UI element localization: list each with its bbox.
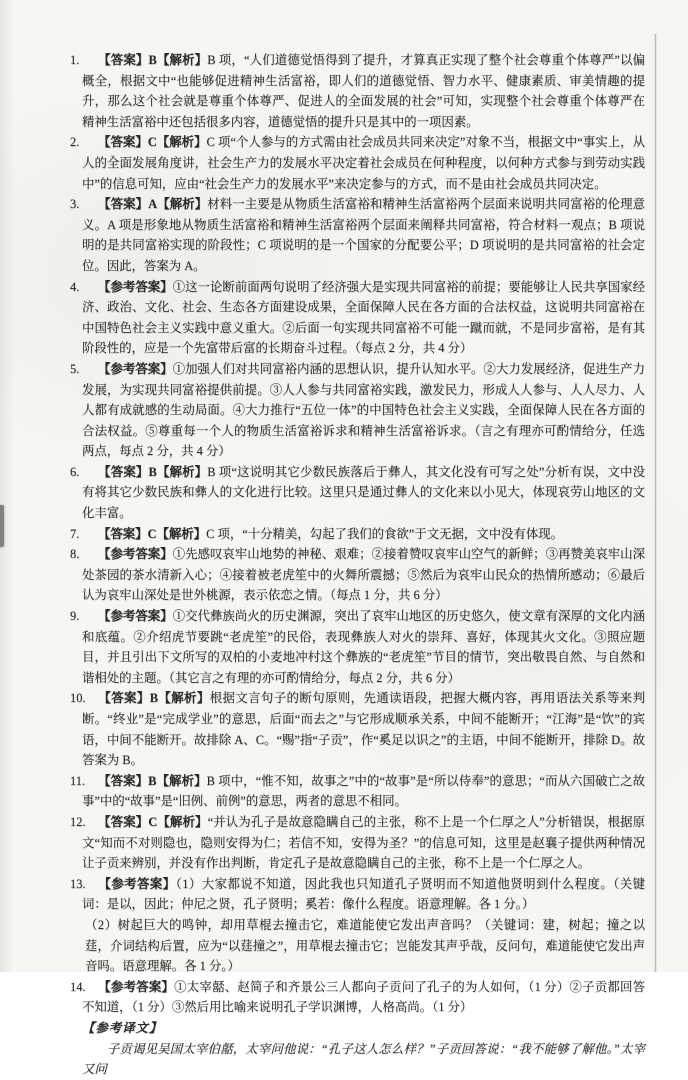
answer-text: B 项，“人们道德觉悟得到了提升，才算真正实现了整个社会尊重个体尊严”以偏概全，根据文中“也能够促进精神生活富裕，即人们的道德觉悟、智力水平、健康素质、审美情趣的提升，那么这个社会就是尊重个体尊严、促进人的全面发展的社会”可知，实现整个社会尊重个体尊严在精神生活富裕中还包括很多内容，道德觉悟的提升只是其中的一项因素。 bbox=[82, 53, 645, 129]
scan-speck bbox=[560, 825, 564, 828]
answer-item bbox=[70, 606, 646, 688]
answer-marker: 【答案】B【解析】 bbox=[98, 53, 208, 67]
answer-item bbox=[70, 194, 646, 276]
answer-marker: 【答案】B【解析】 bbox=[98, 464, 208, 479]
answer-item bbox=[70, 977, 646, 1018]
answer-text: ①交代彝族尚火的历史渊源，突出了哀牢山地区的历史悠久，使文章有深厚的文化内涵和底蕴。②介绍虎节要跳“老虎笙”的民俗，表现彝族人对火的崇拜、喜好，体现其火文化。③照应题目，并且引出下文所写的双柏的小麦地冲村这个彝族的“老虎笙”节目的情节，突出敬畏自然、与自然和谐相处的主题。（其它言之有理的亦可酌情给分，每点 2 分，共 6 分） bbox=[82, 609, 646, 685]
answer-item bbox=[70, 50, 645, 132]
item-number: 9. bbox=[70, 609, 80, 624]
item-number: 12. bbox=[70, 814, 86, 829]
answer-marker: 【参考答案】 bbox=[98, 547, 173, 562]
answer-text: ①太宰嚭、赵简子和齐景公三人都向子贡问了孔子的为人如何，（1 分）②子贡都回答不知道，（1 分）③然后用比喻来说明孔子学识渊博，人格高尚。（1 分） bbox=[82, 979, 646, 1015]
answer-marker: 【答案】C【解析】 bbox=[98, 526, 207, 541]
answer-item bbox=[70, 544, 646, 606]
translation-heading: 【参考译文】 bbox=[82, 1020, 163, 1035]
scan-edge-line bbox=[655, 34, 656, 972]
answer-text: “并认为孔子是故意隐瞒自己的主张，称不上是一个仁厚之人”分析错误，根据原文“知而不对则隐也，隐则安得为仁；若信不知，安得为圣？”的信息可知，这里是赵襄子提供两种情况让子贡来辨别，并没有作出判断，肯定孔子是故意隐瞒自己的主张，称不上是一个仁厚之人。 bbox=[82, 814, 646, 871]
answer-item bbox=[70, 874, 646, 915]
answer-item bbox=[70, 277, 646, 359]
answer-text: ①先感叹哀牢山地势的神秘、艰难；②接着赞叹哀牢山空气的新鲜；③再赞美哀牢山深处茶园的茶水清新入心；④接着被老虎笙中的火舞所震撼；⑤然后为哀牢山民众的热情所感动；⑥最后认为哀牢山深处是世外桃源，表示依恋之情。（每点 1 分，共 6 分） bbox=[82, 547, 646, 603]
item-number: 5. bbox=[70, 361, 80, 376]
item-number: 10. bbox=[70, 691, 86, 706]
answer-marker: 【参考答案】 bbox=[98, 279, 173, 294]
answer-text: 材料一主要是从物质生活富裕和精神生活富裕两个层面来说明共同富裕的伦理意义。A 项是形象地从物质生活富裕和精神生活富裕两个层面来阐释共同富裕，符合材料一观点；B 项说明的是共同富裕实现的阶段性；C 项说明的是一个国家的分配要公平；D 项说明的是共同富裕的社会定位。因此，答案为 A。 bbox=[82, 197, 646, 273]
item-number: 11. bbox=[70, 773, 86, 788]
answer-text: C 项“个人参与的方式需由社会成员共同来决定”对象不当，根据文中“事实上，从人的全面发展角度讲，社会生产力的发展水平决定着社会成员在何种程度，以何种方式参与到劳动实践中”的信息可知，应由“社会生产力的发展水平”来决定参与的方式，而不是由社会成员共同决定。 bbox=[82, 135, 645, 191]
item-number: 3. bbox=[70, 197, 80, 212]
answer-marker: 【答案】A【解析】 bbox=[98, 197, 208, 212]
answer-item bbox=[70, 359, 646, 462]
answer-key-content bbox=[70, 50, 646, 1080]
answer-marker: 【参考答案】 bbox=[98, 609, 173, 624]
answer-item bbox=[70, 524, 645, 545]
answer-item bbox=[70, 688, 646, 770]
answer-item bbox=[70, 812, 646, 874]
answer-marker: 【参考答案】 bbox=[98, 979, 175, 994]
item-number: 13. bbox=[70, 876, 86, 891]
scan-speck bbox=[110, 155, 115, 157]
answer-marker: 【答案】C【解析】 bbox=[98, 814, 208, 829]
answer-text: B 项中，“惟不知，故事之”中的“故事”是“所以侍奉”的意思；“而从六国破亡之故事”中的“故事”是“旧例、前例”的意思，两者的意思不相同。 bbox=[82, 773, 646, 809]
answer-marker: 【参考答案】 bbox=[98, 876, 176, 891]
answer-item bbox=[70, 462, 645, 524]
answer-item bbox=[70, 771, 646, 812]
answer-list bbox=[70, 50, 646, 1018]
answer-marker: 【参考答案】 bbox=[98, 361, 173, 376]
item-number: 7. bbox=[70, 526, 80, 541]
answer-text: 根据文言句子的断句原则，先通读语段，把握大概内容，再用语法关系等来判断。“终业”是“完成学业”的意思，后面“而去之”与它形成顺承关系，中间不能断开；“江海”是“饮”的宾语，中间不能断开。故排除 A、C。“赐”指“子贡”，作“奚足以识之”的主语，中间不能断开，排除 D。故答案为 B。 bbox=[82, 691, 646, 768]
item-number: 6. bbox=[70, 464, 80, 479]
answer-text: ①这一论断前面两句说明了经济强大是实现共同富裕的前提；要能够让人民共享国家经济、政治、文化、社会、生态各方面建设成果，全面保障人民在各方面的合法权益，这说明共同富裕在中国特色社会主义实践中意义重大。②后面一句实现共同富裕不可能一蹴而就，不是同步富裕，是有其阶段性的，应是一个先富带后富的长期奋斗过程。（每点 2 分，共 4 分） bbox=[82, 279, 646, 356]
answer-marker: 【答案】B【解析】 bbox=[98, 691, 210, 706]
scan-streak-artifact bbox=[0, 505, 4, 547]
item-number: 14. bbox=[70, 979, 86, 994]
item-number: 2. bbox=[70, 135, 80, 150]
answer-marker: 【答案】B【解析】 bbox=[98, 773, 207, 788]
item-number: 4. bbox=[70, 279, 80, 294]
item-number: 8. bbox=[70, 547, 80, 562]
answer-text: B 项“这说明其它少数民族落后于彝人，其文化没有可写之处”分析有误，文中没有将其它少数民族和彝人的文化进行比较。这里只是通过彝人的文化来以小见大，体现哀劳山地区的文化丰富。 bbox=[82, 464, 645, 521]
answer-item bbox=[70, 132, 645, 194]
answer-marker: 【答案】C【解析】 bbox=[98, 135, 207, 150]
item-number: 1. bbox=[70, 53, 80, 67]
answer-text: ①加强人们对共同富裕内涵的思想认识，提升认知水平。②大力发展经济，促进生产力发展，为实现共同富裕提供前提。③人人参与共同富裕实践，激发民力，形成人人参与、人人尽力、人人都有成就感的生动局面。④大力推行“五位一体”的中国特色社会主义实践，全面保障人民在各方面的合法权益。⑤尊重每一个人的物质生活富裕诉求和精神生活富裕诉求。（言之有理亦可酌情给分，任选两点，每点 2 分，共 4 分） bbox=[82, 361, 646, 459]
answer-text-continued: （2）树起巨大的鸣钟，却用草棍去撞击它，难道能使它发出声音吗？（关键词：建，树起；撞之以莛，介词结构后置，应为“以莛撞之”，用草棍去撞击它；岂能发其声乎哉，反问句，难道能使它发出声音吗。语意理解。各 1 分。） bbox=[85, 917, 645, 974]
translation-paragraph: 子贡谒见吴国太宰伯嚭，太宰问他说：“孔子这人怎么样？”子贡回答说：“我不能够了解他。”太宰又问 bbox=[82, 1041, 645, 1077]
answer-text: C 项，“十分精美，勾起了我们的食欲”于文无据，文中没有体现。 bbox=[206, 526, 563, 541]
answer-text: （1）大家都说不知道，因此我也只知道孔子贤明而不知道他贤明到什么程度。（关键词：是以，因此；仲尼之贤，孔子贤明；奚若：像什么程度。语意理解。各 1 分。） bbox=[82, 876, 646, 912]
